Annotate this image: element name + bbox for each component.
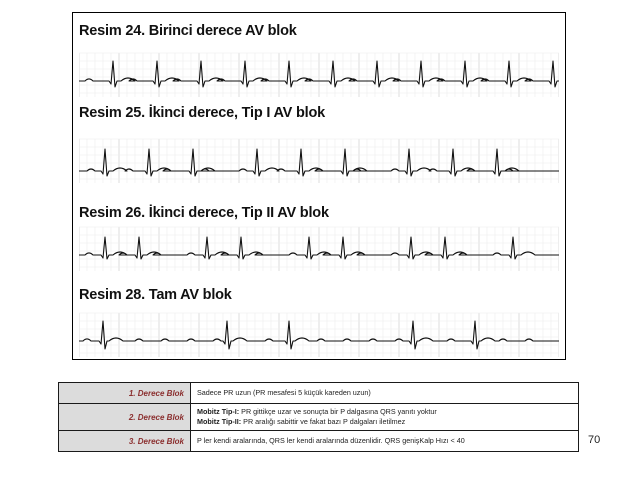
- ecg-grid: [79, 227, 559, 271]
- strip-title: Resim 28. Tam AV blok: [79, 287, 232, 303]
- row-description: [191, 431, 579, 452]
- ecg-trace-first-degree: [79, 51, 559, 99]
- table-row: [59, 404, 579, 431]
- ecg-figure: [72, 12, 566, 360]
- page-number: 70: [588, 434, 601, 446]
- row-description: [191, 383, 579, 404]
- row-label: 3. Derece Blok: [59, 431, 191, 452]
- description-text: P ler kendi aralarında, QRS ler kendi aralarında düzenlidir. QRS genişKalp Hızı < 40: [197, 436, 465, 445]
- ecg-trace-complete-block: [79, 311, 559, 359]
- description-bold-label: Mobitz Tip-II:: [197, 417, 242, 426]
- strip-title: Resim 24. Birinci derece AV blok: [79, 23, 297, 39]
- strip-title: Resim 25. İkinci derece, Tip I AV blok: [79, 105, 325, 121]
- description-text: Sadece PR uzun (PR mesafesi 5 küçük kareden uzun): [197, 388, 371, 397]
- ecg-trace-second-degree-type1: [79, 137, 559, 185]
- row-description: [191, 404, 579, 431]
- table-row: [59, 383, 579, 404]
- description-line: [197, 417, 572, 427]
- ecg-trace-second-degree-type2: [79, 225, 559, 273]
- description-bold-label: Mobitz Tip-I:: [197, 407, 240, 416]
- ecg-grid: [79, 313, 559, 357]
- ecg-grid: [79, 53, 559, 97]
- strip-title: Resim 26. İkinci derece, Tip II AV blok: [79, 205, 329, 221]
- row-label: 1. Derece Blok: [59, 383, 191, 404]
- description-text: PR aralığı sabittir ve fakat bazı P dalgaları iletilmez: [241, 417, 406, 426]
- description-text: PR gittikçe uzar ve sonuçta bir P dalgasına QRS yanıtı yoktur: [239, 407, 437, 416]
- row-label: 2. Derece Blok: [59, 404, 191, 431]
- table-row: [59, 431, 579, 452]
- av-block-summary-table: [58, 382, 579, 452]
- description-line: [197, 407, 572, 417]
